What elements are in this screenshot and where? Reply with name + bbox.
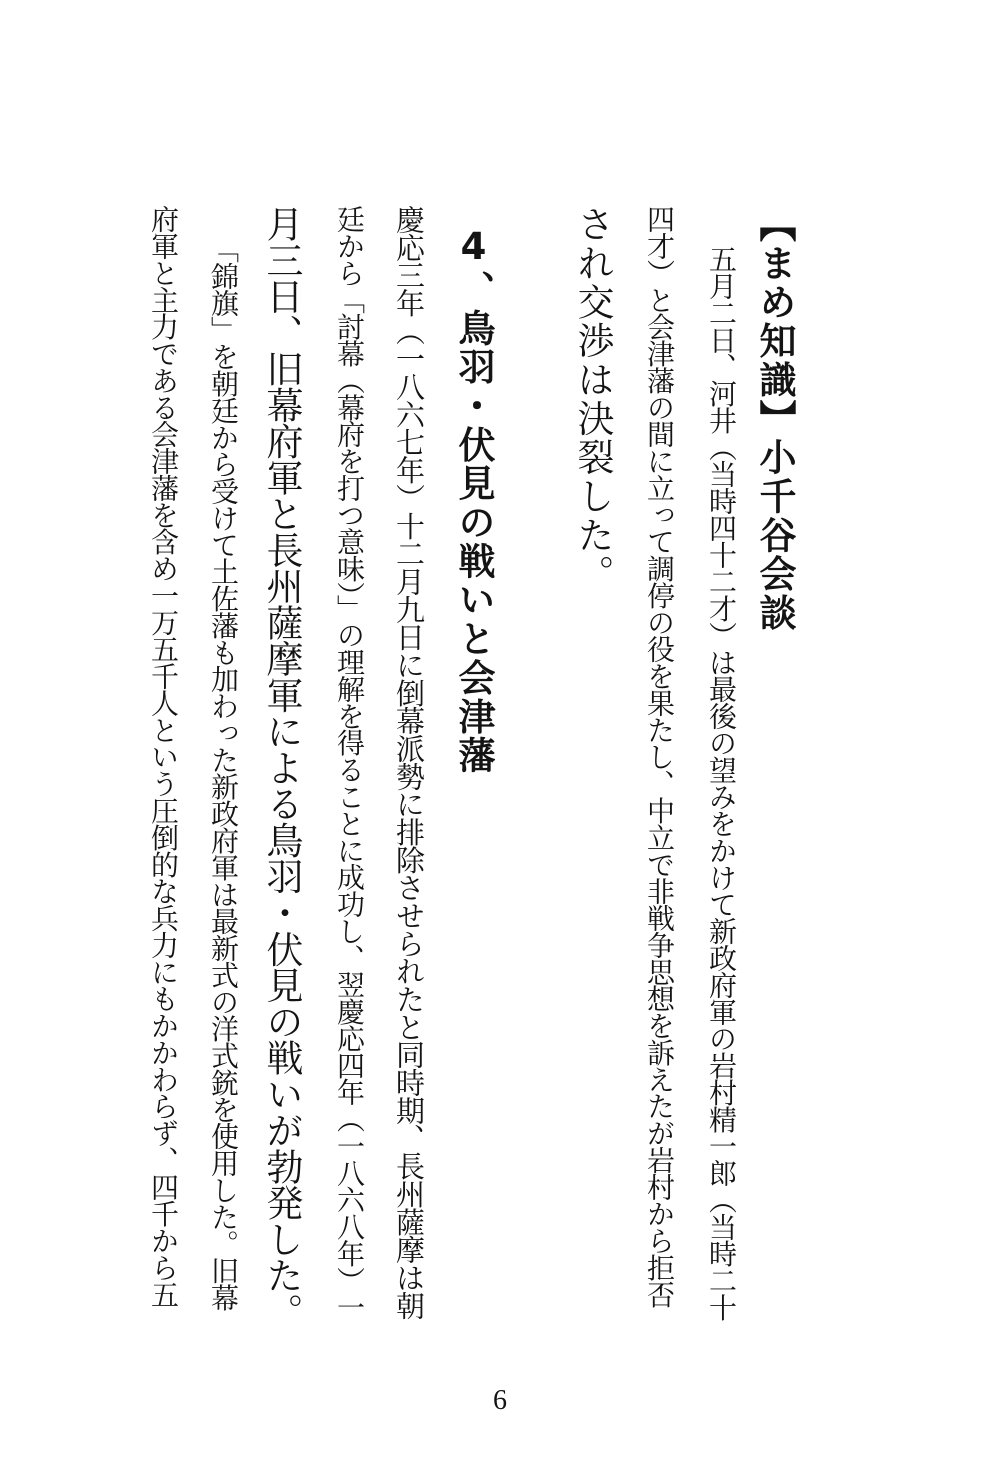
body-line-2: 廷から「討幕（幕府を打つ意味）」の理解を得ることに成功し、翌慶応四年（一八六八年）一 (333, 205, 366, 1320)
body-line-4: 「錦旗」を朝廷から受けて土佐藩も加わった新政府軍は最新式の洋式銃を使用した。旧幕 (207, 235, 240, 1311)
mame-chishiki-title: 【まめ知識】小千谷会談 (753, 205, 796, 633)
body-line-3: 月三日、旧幕府軍と長州薩摩軍による鳥羽・伏見の戦いが勃発した。 (260, 205, 303, 1330)
body-line-1: 慶応三年（一八六七年）十二月九日に倒幕派勢に排除させられたと同時期、長州薩摩は朝 (392, 205, 426, 1319)
mame-chishiki-line-3: され交渉は決裂した。 (571, 205, 614, 594)
mame-chishiki-line-2: 四才）と会津藩の間に立って調停の役を果たし、中立で非戦争思想を訴えたが岩村から拒否 (643, 205, 676, 1308)
body-line-5: 府軍と主力である会津藩を含め一万五千人という圧倒的な兵力にもかかわらず、四千から五 (147, 205, 180, 1308)
page-number: 6 (493, 1385, 507, 1416)
section-heading: 4、鳥羽・伏見の戦いと会津藩 (452, 225, 495, 775)
mame-chishiki-line-1: 五月二日、河井（当時四十二才）は最後の望みをかけて新政府軍の岩村精一郎（当時二十 (705, 245, 738, 1321)
